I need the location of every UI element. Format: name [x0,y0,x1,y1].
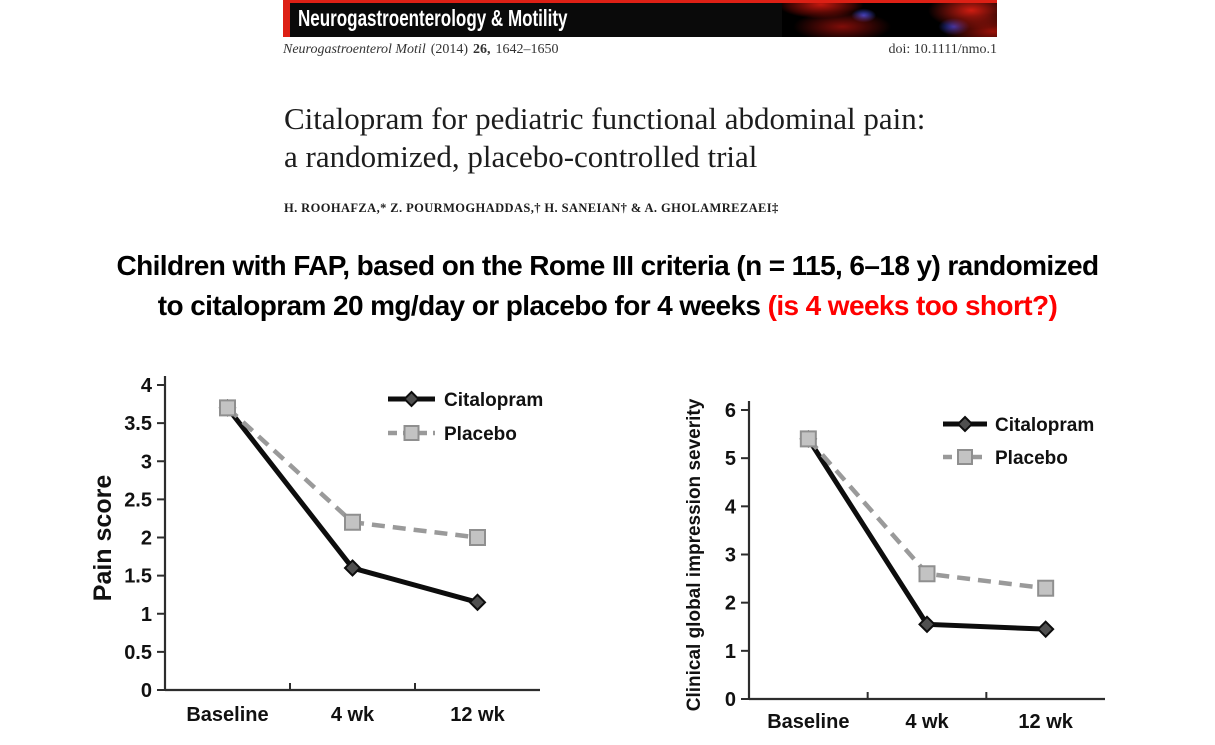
summary-line2-red: (is 4 weeks too short?) [767,290,1058,321]
svg-text:Baseline: Baseline [186,704,269,726]
svg-text:6: 6 [724,400,736,422]
summary-line2 [0,286,1215,326]
authors: H. ROOHAFZA,* Z. POURMOGHADDAS,† H. SANEIAN† & A. GHOLAMREZAEI‡ [284,201,779,215]
banner-left-stripe [283,0,290,37]
svg-text:1: 1 [724,640,736,663]
banner-cover-artwork [782,0,997,37]
journal-name: Neurogastroenterology & Motility [298,5,568,31]
article-title-line2: a randomized, placebo-controlled trial [284,139,758,174]
svg-text:Baseline: Baseline [767,711,850,733]
svg-text:Clinical global impression sev: Clinical global impression severity [684,398,705,712]
cgi-severity-chart [663,371,1215,745]
citation-journal: Neurogastroenterol Motil [283,42,426,57]
svg-text:Pain score: Pain score [89,474,117,602]
svg-text:0: 0 [724,689,736,711]
svg-text:2.5: 2.5 [124,489,152,512]
svg-text:2: 2 [140,527,152,550]
citation-year: (2014) [430,42,469,57]
svg-text:2: 2 [724,592,736,615]
citation-volume: 26, [473,42,491,57]
summary-line2-black: to citalopram 20 mg/day or placebo for 4 weeks [157,290,768,321]
svg-text:12 wk: 12 wk [450,704,505,726]
svg-text:12 wk: 12 wk [1018,711,1073,733]
svg-text:4: 4 [724,496,736,519]
svg-text:3.5: 3.5 [124,413,152,436]
svg-text:1.5: 1.5 [124,565,152,588]
svg-text:4 wk: 4 wk [905,711,949,733]
svg-text:0.5: 0.5 [124,641,152,664]
doi: doi: 10.1111/nmo.1 [888,42,997,57]
svg-text:3: 3 [724,544,736,567]
svg-text:Placebo: Placebo [444,424,517,445]
svg-text:Citalopram: Citalopram [995,415,1095,436]
svg-text:5: 5 [724,448,736,471]
citation [283,42,559,58]
svg-text:3: 3 [140,451,152,474]
journal-banner [283,0,997,37]
svg-text:4 wk: 4 wk [330,704,375,726]
pain-score-chart [88,368,560,745]
citation-row [283,42,997,58]
article-title [284,100,925,176]
article-title-line1: Citalopram for pediatric functional abdominal pain: [284,101,926,136]
citation-pages: 1642–1650 [495,42,559,57]
svg-text:4: 4 [140,375,152,397]
study-summary [0,246,1215,326]
summary-line1: Children with FAP, based on the Rome III criteria (n = 115, 6–18 y) randomized [116,250,1099,281]
svg-text:0: 0 [140,680,152,702]
svg-text:1: 1 [140,603,152,626]
svg-text:Placebo: Placebo [995,448,1068,469]
svg-text:Citalopram: Citalopram [444,390,544,411]
